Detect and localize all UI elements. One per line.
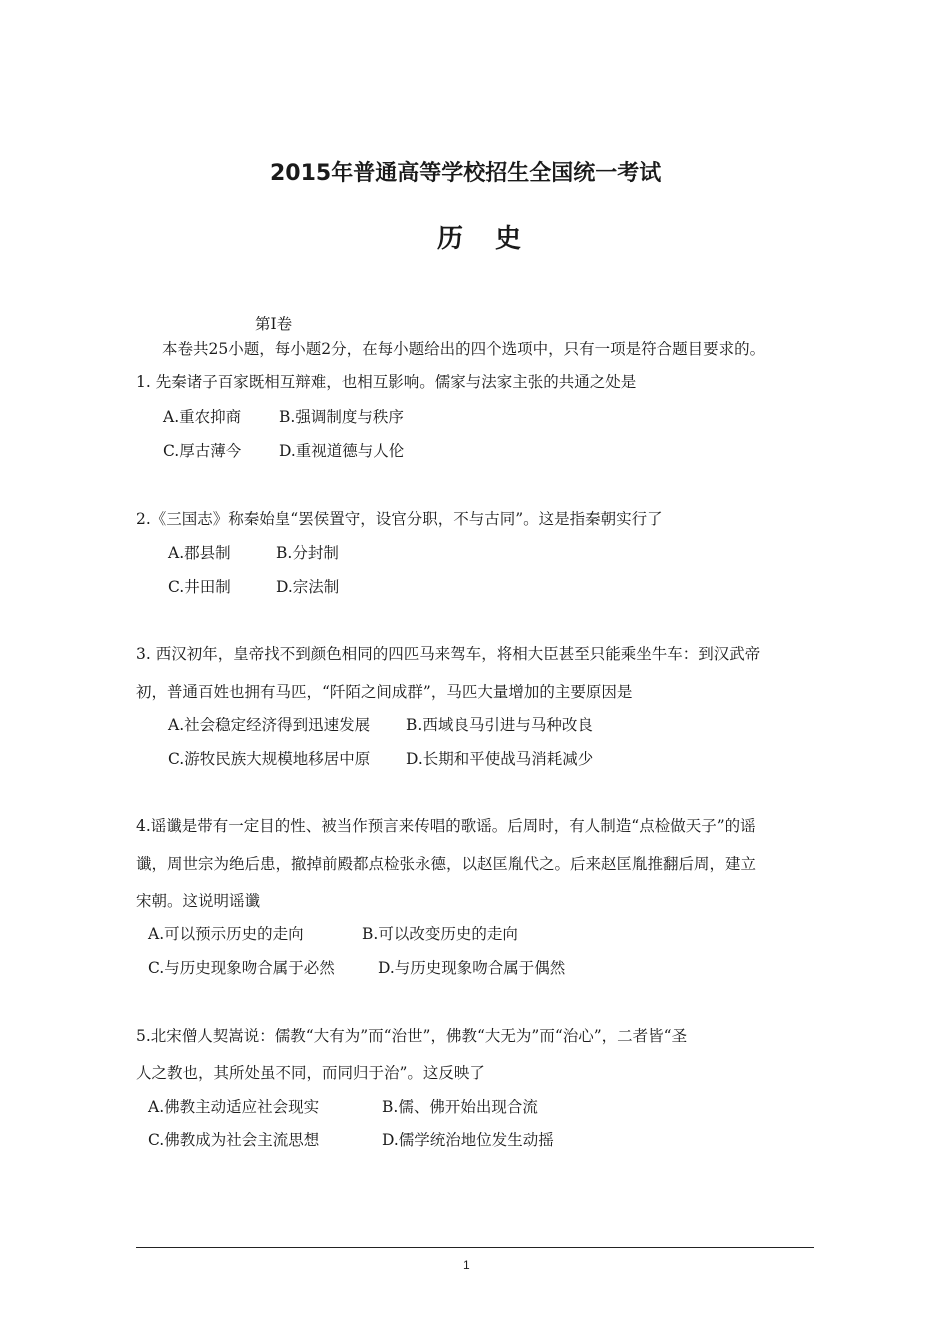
question-5-option-b: B.儒、佛开始出现合流 xyxy=(382,1098,538,1116)
question-4-option-d: D.与历史现象吻合属于偶然 xyxy=(378,959,566,977)
question-5-option-d: D.儒学统治地位发生动摇 xyxy=(382,1131,554,1149)
question-2-stem: 2.《三国志》称秦始皇“罢侯置守，设官分职，不与古同”。这是指秦朝实行了 xyxy=(136,510,663,528)
question-1-option-a: A.重农抑商 xyxy=(163,408,242,426)
section-name: 第I卷 xyxy=(255,315,293,333)
question-4-option-b: B.可以改变历史的走向 xyxy=(362,925,518,943)
question-3-stem-line-2: 初，普通百姓也拥有马匹，“阡陌之间成群”，马匹大量增加的主要原因是 xyxy=(136,683,633,701)
exam-title: 2015年普通高等学校招生全国统一考试 xyxy=(270,161,662,186)
question-4-option-c: C.与历史现象吻合属于必然 xyxy=(148,959,335,977)
question-1-option-c: C.厚古薄今 xyxy=(163,442,242,460)
question-3-option-d: D.长期和平使战马消耗减少 xyxy=(406,750,594,768)
question-2-option-d: D.宗法制 xyxy=(276,578,340,596)
question-2-option-a: A.郡县制 xyxy=(168,544,231,562)
section-instruction: 本卷共25小题，每小题2分，在每小题给出的四个选项中，只有一项是符合题目要求的。 xyxy=(162,340,766,358)
question-5-option-a: A.佛教主动适应社会现实 xyxy=(148,1098,320,1116)
question-1-option-b: B.强调制度与秩序 xyxy=(279,408,404,426)
question-5-stem-line-2: 人之教也，其所处虽不同，而同归于治”。这反映了 xyxy=(136,1064,485,1082)
question-3-stem-line-1: 3. 西汉初年，皇帝找不到颜色相同的四匹马来驾车，将相大臣甚至只能乘坐牛车：到汉武帝 xyxy=(136,645,761,663)
question-5-stem-line-1: 5.北宋僧人契嵩说：儒教“大有为”而“治世”，佛教“大无为”而“治心”，二者皆“圣 xyxy=(136,1027,688,1045)
subject-title: 历史 xyxy=(437,224,554,254)
question-2-option-c: C.井田制 xyxy=(168,578,231,596)
question-3-option-a: A.社会稳定经济得到迅速发展 xyxy=(168,716,371,734)
question-3-option-b: B.西域良马引进与马种改良 xyxy=(406,716,593,734)
question-4-option-a: A.可以预示历史的走向 xyxy=(148,925,304,943)
question-1-stem: 1. 先秦诸子百家既相互辩难，也相互影响。儒家与法家主张的共通之处是 xyxy=(136,373,637,391)
footer-divider xyxy=(136,1247,814,1248)
question-2-option-b: B.分封制 xyxy=(276,544,339,562)
question-4-stem-line-2: 谶，周世宗为绝后患，撤掉前殿都点检张永德，以赵匡胤代之。后来赵匡胤推翻后周，建立 xyxy=(136,855,757,873)
question-4-stem-line-1: 4.谣谶是带有一定目的性、被当作预言来传唱的歌谣。后周时，有人制造“点检做天子”的谣 xyxy=(136,817,756,835)
question-4-stem-line-3: 宋朝。这说明谣谶 xyxy=(136,892,261,910)
question-1-option-d: D.重视道德与人伦 xyxy=(279,442,405,460)
question-5-option-c: C.佛教成为社会主流思想 xyxy=(148,1131,320,1149)
page-number: 1 xyxy=(463,1258,470,1272)
question-3-option-c: C.游牧民族大规模地移居中原 xyxy=(168,750,371,768)
